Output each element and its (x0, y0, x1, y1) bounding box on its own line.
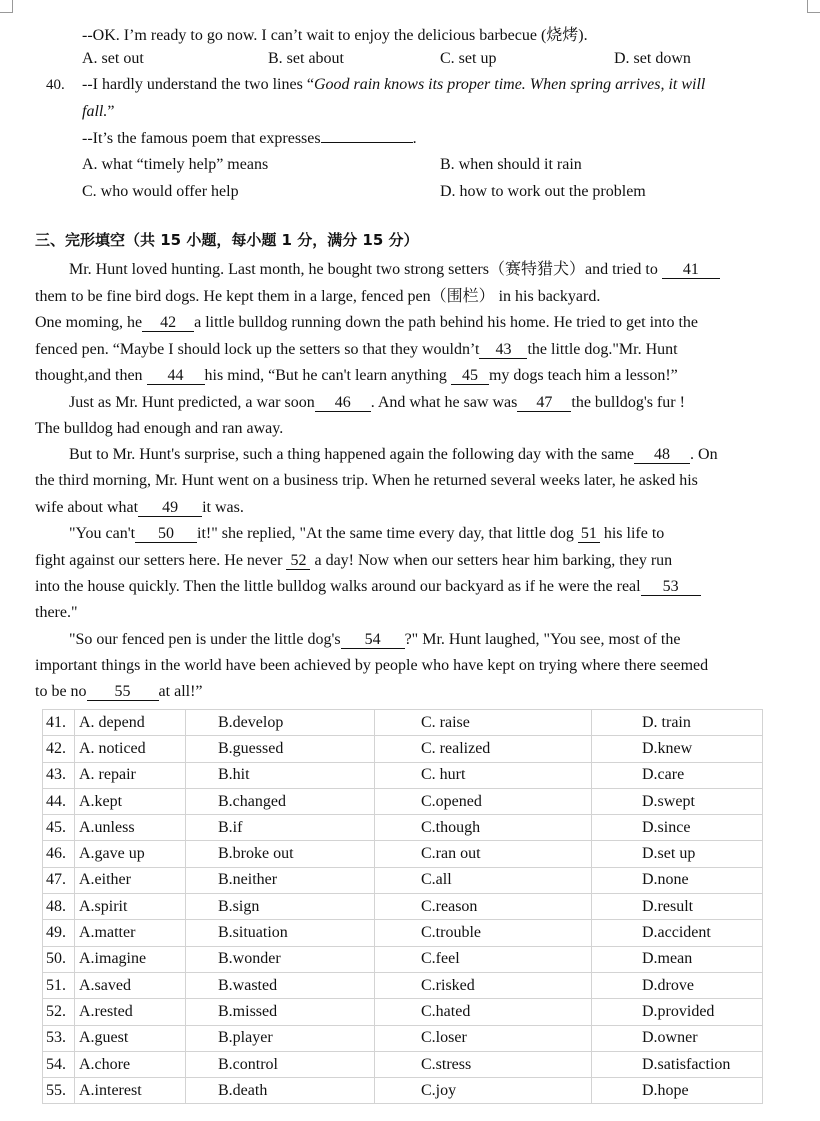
passage-text: the bulldog's fur ! (571, 394, 685, 411)
passage-text: at all!” (158, 683, 203, 700)
passage-line-10 (35, 498, 244, 518)
blank-50[interactable]: 50 (135, 525, 197, 543)
q40-option-c: C. who would offer help (82, 183, 239, 200)
option-a[interactable]: A. noticed (75, 736, 186, 762)
option-row (43, 946, 763, 972)
q39-stem: --OK. I’m ready to go now. I can’t wait to enjoy the delicious barbecue (烧烤). (82, 27, 588, 44)
option-a[interactable]: A.matter (75, 920, 186, 946)
passage-text: a day! Now when our setters hear him barking, they run (310, 552, 673, 569)
question-number: 54. (43, 1051, 75, 1077)
blank-49[interactable]: 49 (138, 499, 202, 517)
option-b[interactable]: B.develop (186, 710, 375, 736)
passage-text: his life to (599, 525, 665, 542)
option-c[interactable]: C.loser (375, 1025, 592, 1051)
q40-close-quote: ” (107, 103, 115, 120)
question-number: 43. (43, 762, 75, 788)
passage-text: One moming, he (35, 314, 143, 331)
option-c[interactable]: C.feel (375, 946, 592, 972)
option-b[interactable]: B.wonder (186, 946, 375, 972)
option-b[interactable]: B.neither (186, 867, 375, 893)
q40-poem-1: Good rain knows its proper time. When spring arrives, it will (313, 76, 706, 93)
option-a[interactable]: A.unless (75, 815, 186, 841)
option-a[interactable]: A.guest (75, 1025, 186, 1051)
page-corner-mark-right (807, 0, 820, 13)
option-a[interactable]: A.saved (75, 972, 186, 998)
q40-answer-blank[interactable] (321, 142, 413, 143)
option-b[interactable]: B.situation (186, 920, 375, 946)
option-a[interactable]: A. depend (75, 710, 186, 736)
option-b[interactable]: B.wasted (186, 972, 375, 998)
option-d[interactable]: D.swept (592, 788, 763, 814)
option-a[interactable]: A.rested (75, 999, 186, 1025)
q40-option-a: A. what “timely help” means (82, 156, 269, 173)
q40-poem-2: fall. (82, 103, 108, 120)
option-b[interactable]: B.player (186, 1025, 375, 1051)
question-number: 46. (43, 841, 75, 867)
option-row (43, 1078, 763, 1104)
option-a[interactable]: A.kept (75, 788, 186, 814)
option-row (43, 1025, 763, 1051)
option-b[interactable]: B.broke out (186, 841, 375, 867)
question-number: 49. (43, 920, 75, 946)
passage-line-9: the third morning, Mr. Hunt went on a business trip. When he returned several weeks later, he asked his (35, 472, 698, 489)
question-number: 45. (43, 815, 75, 841)
option-b[interactable]: B.hit (186, 762, 375, 788)
q40-line-1-text: --I hardly understand the two lines “ (82, 76, 314, 93)
blank-41[interactable]: 41 (662, 261, 720, 279)
option-c[interactable]: C.opened (375, 788, 592, 814)
option-b[interactable]: B.missed (186, 999, 375, 1025)
option-d[interactable]: D.since (592, 815, 763, 841)
option-d[interactable]: D.satisfaction (592, 1051, 763, 1077)
option-b[interactable]: B.sign (186, 894, 375, 920)
option-b[interactable]: B.control (186, 1051, 375, 1077)
passage-text: fight against our setters here. He never (35, 552, 287, 569)
passage-text: "You can't (69, 525, 136, 542)
q40-line-1 (82, 76, 705, 94)
passage-text: Just as Mr. Hunt predicted, a war soon (69, 394, 315, 411)
passage-line-11 (69, 524, 664, 544)
option-d[interactable]: D.knew (592, 736, 763, 762)
option-c[interactable]: C. realized (375, 736, 592, 762)
option-row (43, 736, 763, 762)
option-a[interactable]: A.either (75, 867, 186, 893)
option-c[interactable]: C.all (375, 867, 592, 893)
passage-text: into the house quickly. Then the little bulldog walks around our backyard as if he were the real (35, 578, 641, 595)
option-row (43, 999, 763, 1025)
option-c[interactable]: C.trouble (375, 920, 592, 946)
question-number: 41. (43, 710, 75, 736)
passage-line-2: them to be fine bird dogs. He kept them in a large, fenced pen（围栏） in his backyard. (35, 288, 601, 305)
blank-42[interactable]: 42 (142, 314, 194, 332)
option-c[interactable]: C.though (375, 815, 592, 841)
option-row (43, 815, 763, 841)
q40-option-b: B. when should it rain (440, 156, 582, 173)
option-d[interactable]: D.mean (592, 946, 763, 972)
q40-line-3 (82, 130, 417, 148)
blank-45[interactable]: 45 (451, 367, 489, 385)
option-d[interactable]: D.provided (592, 999, 763, 1025)
passage-text: my dogs teach him a lesson!” (488, 367, 678, 384)
question-number: 51. (43, 972, 75, 998)
passage-text: wife about what (35, 499, 139, 516)
blank-43[interactable]: 43 (479, 341, 527, 359)
options-table (42, 709, 763, 1104)
option-c[interactable]: C.joy (375, 1078, 592, 1104)
option-d[interactable]: D.owner (592, 1025, 763, 1051)
blank-53[interactable]: 53 (641, 578, 701, 596)
passage-line-15 (69, 630, 680, 650)
question-number: 55. (43, 1078, 75, 1104)
passage-line-1 (69, 260, 720, 280)
option-a[interactable]: A. repair (75, 762, 186, 788)
option-b[interactable]: B.changed (186, 788, 375, 814)
q40-period: . (412, 130, 417, 147)
passage-text: the little dog."Mr. Hunt (527, 341, 678, 358)
passage-line-7: The bulldog had enough and ran away. (35, 420, 284, 437)
passage-line-3 (35, 313, 698, 333)
passage-line-14: there." (35, 604, 78, 621)
passage-line-6 (69, 393, 685, 413)
option-d[interactable]: D.hope (592, 1078, 763, 1104)
option-row (43, 1051, 763, 1077)
option-c[interactable]: C.ran out (375, 841, 592, 867)
question-number: 50. (43, 946, 75, 972)
passage-text: it!" she replied, "At the same time every day, that little dog (197, 525, 578, 542)
option-d[interactable]: D.set up (592, 841, 763, 867)
option-row (43, 788, 763, 814)
option-c[interactable]: C.stress (375, 1051, 592, 1077)
q39-option-d: D. set down (614, 50, 691, 67)
blank-51[interactable]: 51 (578, 525, 600, 543)
option-d[interactable]: D.result (592, 894, 763, 920)
question-number: 42. (43, 736, 75, 762)
section-title: 三、完形填空（共 15 小题，每小题 1 分，满分 15 分） (35, 231, 419, 249)
question-number: 52. (43, 999, 75, 1025)
option-a[interactable]: A.chore (75, 1051, 186, 1077)
option-row (43, 710, 763, 736)
option-d[interactable]: D.none (592, 867, 763, 893)
option-c[interactable]: C.reason (375, 894, 592, 920)
option-d[interactable]: D.accident (592, 920, 763, 946)
option-d[interactable]: D. train (592, 710, 763, 736)
passage-text: a little bulldog running down the path behind his home. He tried to get into the (194, 314, 699, 331)
option-c[interactable]: C. hurt (375, 762, 592, 788)
option-row (43, 867, 763, 893)
option-a[interactable]: A.interest (75, 1078, 186, 1104)
blank-46[interactable]: 46 (315, 394, 371, 412)
passage-line-8 (69, 445, 718, 465)
passage-text: "So our fenced pen is under the little dog's (69, 631, 341, 648)
page-corner-mark-left (0, 0, 13, 13)
passage-line-4 (35, 340, 678, 360)
option-b[interactable]: B.if (186, 815, 375, 841)
option-a[interactable]: A.gave up (75, 841, 186, 867)
passage-text: ?" Mr. Hunt laughed, "You see, most of the (404, 631, 681, 648)
option-d[interactable]: D.care (592, 762, 763, 788)
question-number: 47. (43, 867, 75, 893)
passage-text: . On (690, 446, 718, 463)
question-number: 48. (43, 894, 75, 920)
blank-47[interactable]: 47 (517, 394, 571, 412)
blank-52[interactable]: 52 (286, 552, 310, 570)
option-row (43, 762, 763, 788)
option-b[interactable]: B.guessed (186, 736, 375, 762)
q39-option-c: C. set up (440, 50, 497, 67)
option-c[interactable]: C.risked (375, 972, 592, 998)
passage-text: Mr. Hunt loved hunting. Last month, he bought two strong setters（赛特猎犬）and tried to (69, 261, 662, 278)
option-c[interactable]: C.hated (375, 999, 592, 1025)
option-d[interactable]: D.drove (592, 972, 763, 998)
passage-text: thought,and then (35, 367, 147, 384)
option-a[interactable]: A.imagine (75, 946, 186, 972)
option-c[interactable]: C. raise (375, 710, 592, 736)
blank-48[interactable]: 48 (634, 446, 690, 464)
passage-text: fenced pen. “Maybe I should lock up the setters so that they wouldn’t (35, 341, 480, 358)
q39-option-b: B. set about (268, 50, 344, 67)
option-a[interactable]: A.spirit (75, 894, 186, 920)
q40-line-2 (82, 103, 114, 121)
passage-line-5 (35, 366, 678, 386)
passage-line-16: important things in the world have been achieved by people who have kept on trying where there seemed (35, 657, 709, 674)
passage-line-12 (35, 551, 672, 571)
option-row (43, 972, 763, 998)
passage-line-17 (35, 682, 203, 702)
option-b[interactable]: B.death (186, 1078, 375, 1104)
option-row (43, 894, 763, 920)
passage-text: to be no (35, 683, 87, 700)
option-row (43, 841, 763, 867)
passage-line-13 (35, 577, 701, 597)
option-row (43, 920, 763, 946)
passage-text: his mind, “But he can't learn anything (204, 367, 451, 384)
question-number: 44. (43, 788, 75, 814)
passage-text: But to Mr. Hunt's surprise, such a thing happened again the following day with the same (69, 446, 635, 463)
question-number: 53. (43, 1025, 75, 1051)
passage-text: . And what he saw was (370, 394, 518, 411)
q40-number: 40. (46, 77, 65, 93)
q40-option-d: D. how to work out the problem (440, 183, 646, 200)
blank-55[interactable]: 55 (87, 683, 159, 701)
blank-54[interactable]: 54 (341, 631, 405, 649)
q39-option-a: A. set out (82, 50, 144, 67)
blank-44[interactable]: 44 (147, 367, 205, 385)
q40-line-3-text: --It’s the famous poem that expresses (82, 130, 321, 147)
passage-text: it was. (202, 499, 244, 516)
